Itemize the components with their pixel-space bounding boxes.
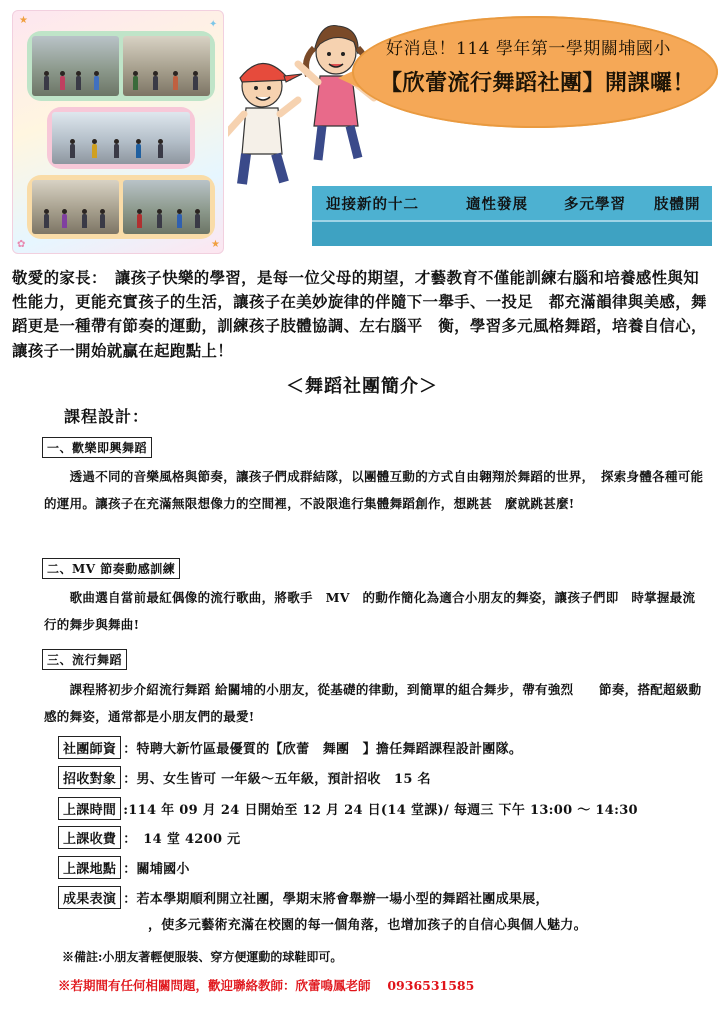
slogan-band [312, 186, 712, 246]
info-value: ：男、女生皆可 一年級～五年級，預計招收 15 名 [123, 772, 431, 787]
info-row-location [58, 856, 190, 879]
slogan-item: 多元學習 [564, 195, 626, 213]
girl-cartoon-icon [298, 26, 374, 160]
photo-frame-middle [47, 107, 195, 169]
info-value: ： 14 堂 4200 元 [123, 832, 241, 847]
boy-cartoon-icon [228, 63, 302, 184]
contact-info: ※若期間有任何相關問題，歡迎聯絡教師：欣蕾鳴鳳老師 0936531585 [58, 978, 475, 993]
info-label: 社團師資 [58, 736, 121, 759]
section-heading-mv-rhythm: 二、MV 節奏動感訓練 [42, 558, 180, 579]
section-heading-pop-dance: 三、流行舞蹈 [42, 649, 127, 670]
info-value: :114 年 09 月 24 日開始至 12 月 24 日(14 堂課)/ 每週三 下午 13:00 ～ 14:30 [123, 803, 638, 818]
info-row-teachers [58, 736, 522, 759]
intro-paragraph: 敬愛的家長： 讓孩子快樂的學習，是每一位父母的期望，才藝教育不僅能訓練右腦和培養感性與知性能力，更能充實孩子的生活，讓孩子在美妙旋律的伴隨下一舉手、一投足 都充滿韻律與美感，舞蹈更是一種帶有節奏的運動，訓練孩子肢體協調、左右腦平 衡，學習多元風格舞蹈，培養自信心，讓孩子一開始就贏在起跑點上！ [12, 269, 707, 360]
photo-frame-top [27, 31, 215, 101]
section-body-improv-dance: 透過不同的音樂風格與節奏，讓孩子們成群結隊，以團體互動的方式自由翱翔於舞蹈的世界， 探索身體各種可能的運用。讓孩子在充滿無限想像力的空間裡，不設限進行集體舞蹈創作，想跳甚 麼就跳甚麼! [44, 469, 704, 511]
section-body-mv-rhythm: 歌曲選自當前最紅偶像的流行歌曲，將歌手 MV 的動作簡化為適合小朋友的舞姿，讓孩子們即 時掌握最流行的舞步與舞曲! [44, 590, 696, 632]
star-decoration-icon: ★ [211, 239, 220, 250]
info-value: ：特聘大新竹區最優質的【欣蕾 舞團 】擔任舞蹈課程設計團隊。 [123, 742, 523, 757]
info-label: 成果表演 [58, 886, 121, 909]
info-value: ：關埔國小 [123, 862, 190, 877]
info-label: 上課時間 [58, 797, 121, 820]
photo-frame-bottom [27, 175, 215, 239]
dance-class-photo [32, 180, 119, 234]
info-row-fee [58, 826, 240, 849]
star-decoration-icon: ★ [19, 15, 28, 26]
note-text: ※備註:小朋友著輕便服裝、穿方便運動的球鞋即可。 [62, 950, 343, 964]
intro-title: ＜舞蹈社團簡介＞ [286, 376, 438, 397]
slogan-item: 適性發展 [466, 195, 528, 213]
dance-class-photo [32, 36, 119, 96]
slogan-item: 迎接新的十二 [326, 195, 419, 213]
section-heading-improv-dance: 一、歡樂即興舞蹈 [42, 437, 152, 458]
slogan-item: 肢體開 [654, 195, 701, 213]
info-label: 招收對象 [58, 766, 121, 789]
info-performance-continued: ，使多元藝術充滿在校園的每一個角落，也增加孩子的自信心與個人魅力。 [148, 918, 587, 933]
dancing-kids-illustration [228, 14, 388, 194]
dance-class-photo [52, 112, 190, 164]
star-decoration-icon: ✦ [209, 19, 218, 30]
info-row-schedule [58, 797, 638, 820]
dance-class-photo [123, 36, 210, 96]
bubble-subtitle: 好消息！114 學年第一學期關埔國小 [386, 39, 671, 59]
photo-collage [12, 10, 224, 254]
info-value: ：若本學期順利開立社團，學期末將會舉辦一場小型的舞蹈社團成果展， [123, 892, 549, 907]
info-row-performance [58, 886, 549, 909]
section-body-pop-dance: 課程將初步介紹流行舞蹈 給關埔的小朋友，從基礎的律動，到簡單的組合舞步，帶有強烈 節奏，搭配超級動感的舞姿，通常都是小朋友們的最愛! [44, 682, 702, 724]
star-decoration-icon: ✿ [17, 239, 26, 250]
club-title: 【欣蕾流行舞蹈社團】開課囉！ [380, 70, 696, 96]
info-label: 上課收費 [58, 826, 121, 849]
info-row-enrollment [58, 766, 431, 789]
course-design-heading: 課程設計： [64, 407, 150, 426]
info-label: 上課地點 [58, 856, 121, 879]
dance-class-photo [123, 180, 210, 234]
